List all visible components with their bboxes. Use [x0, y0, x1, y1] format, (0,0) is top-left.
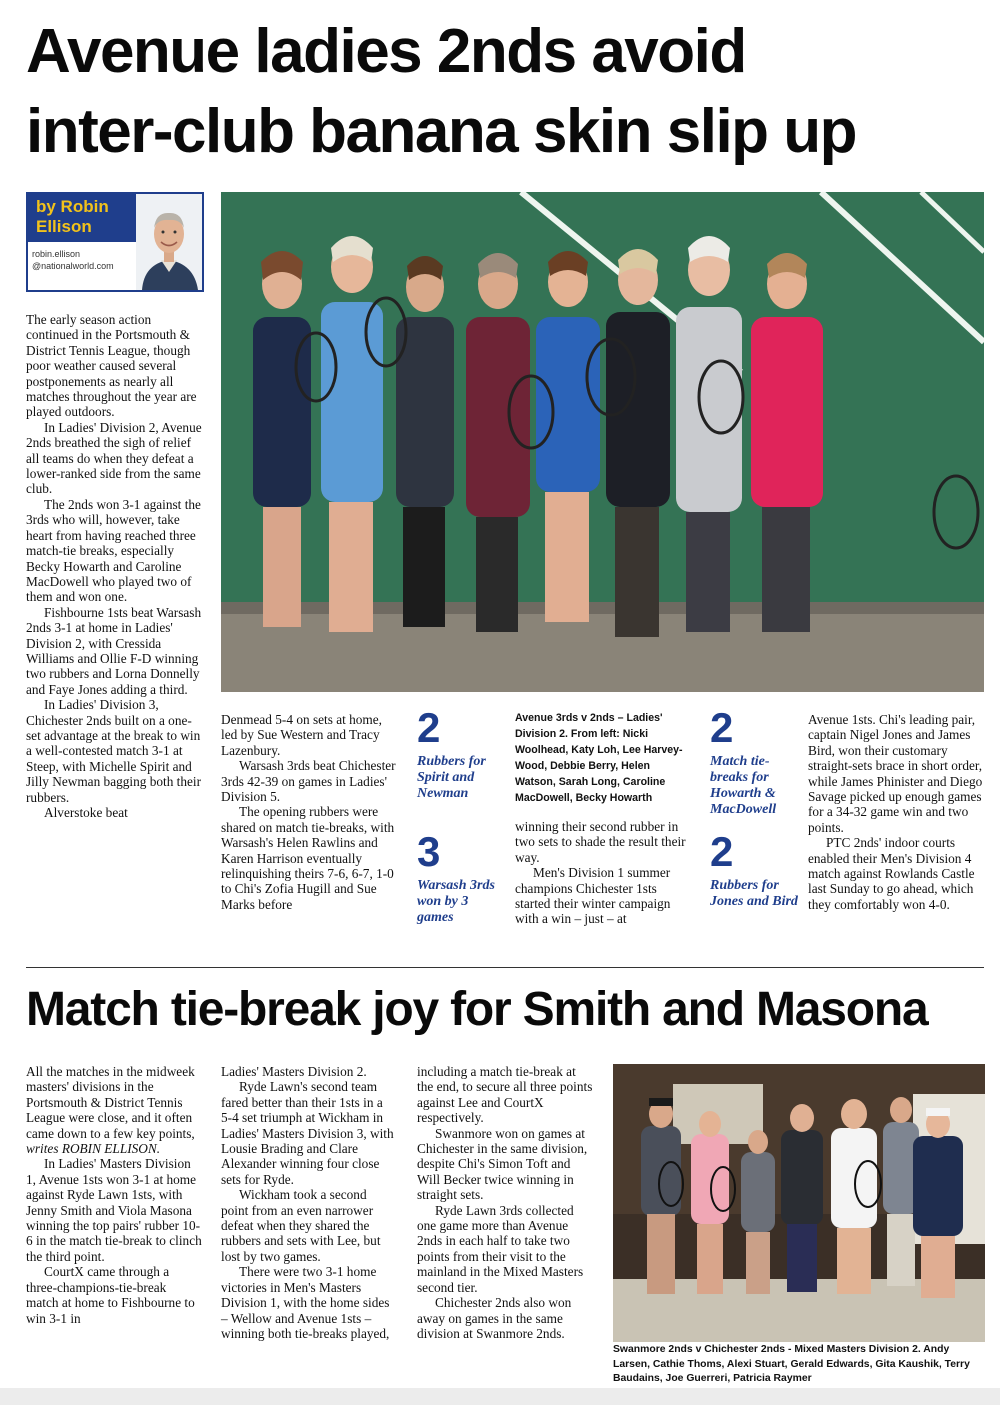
- paragraph: Avenue 1sts. Chi's leading pair, captain Nigel Jones and James Bird, won their customary straight-sets brace in short order, while James Phinister and Diego Savage picked up enough games for a 34-32 game win and two points.: [808, 712, 983, 835]
- stat-block: [710, 706, 800, 818]
- team-photo-swanmore-chichester: [613, 1064, 985, 1342]
- paragraph: Denmead 5-4 on sets at home, led by Sue Western and Tracy Lazenbury.: [221, 712, 382, 758]
- paragraph: In Ladies' Division 3, Chichester 2nds built on a one-set advantage at the break to win a well-contested match 3-1 at Steep, with Michelle Spirit and Jilly Newman bagging both their rubbers.: [26, 697, 202, 805]
- byline-box: [26, 192, 204, 292]
- article2-column-1: [26, 1064, 202, 1326]
- headline-line-1: Avenue ladies 2nds avoid: [26, 17, 746, 86]
- stat-number: 3: [417, 828, 441, 875]
- paragraph: Men's Division 1 summer champions Chichester 1sts started their winter campaign with a win – just – at: [515, 865, 671, 927]
- article1-column-1: [26, 312, 202, 820]
- article2-column-2: [221, 1064, 397, 1341]
- article1-column-4: [515, 819, 693, 927]
- author-headshot-image: [136, 194, 202, 290]
- paragraph: The opening rubbers were shared on match tie-breaks, with Warsash's Helen Rawlins and Karen Harrison eventually relinquishing theirs 7-6, 6-7, 1-0 to Chi's Zofia Hugill and Sue Marks before: [221, 804, 395, 912]
- paragraph: The 2nds won 3-1 against the 3rds who will, however, take heart from having reached three match-tie breaks, especially Becky Howarth and Caroline MacDowell who played two of them and won one.: [26, 496, 201, 605]
- stat-number: 2: [710, 704, 734, 751]
- stat-label: Rubbers for Spirit and Newman: [417, 754, 486, 801]
- paragraph: CourtX came through a three-champions-tie-break match at home to Fishbourne to win 3-1 in: [26, 1264, 195, 1326]
- paragraph: including a match tie-break at the end, to secure all three points against Lee and CourtX respectively.: [417, 1064, 593, 1126]
- page-bottom-strip: [0, 1388, 1000, 1405]
- paragraph: Ryde Lawn 3rds collected one game more than Avenue 2nds in each half to take two points from their visit to the mainland in the Mixed Masters second tier.: [417, 1202, 584, 1295]
- stat-block: [710, 830, 800, 910]
- stat-label: Warsash 3rds won by 3 games: [417, 878, 495, 925]
- paragraph: Ryde Lawn's second team fared better than their 1sts in a 5-4 set triumph at Wickham in Ladies' Masters Division 3, with Lousie Brading and Clare Alexander winning four close sets for Ryde.: [221, 1079, 394, 1187]
- team-photo-avenue-ladies: [221, 192, 984, 692]
- paragraph: Wickham took a second point from an even narrower defeat when they shared the rubbers and sets with Lee, but lost by two games.: [221, 1187, 381, 1264]
- paragraph: In Ladies' Division 2, Avenue 2nds breathed the sigh of relief all teams do when they defeat a lower-ranked side from the same club.: [26, 419, 202, 497]
- paragraph: Ladies' Masters Division 2.: [221, 1064, 367, 1079]
- stat-label: Rubbers for Jones and Bird: [710, 878, 798, 909]
- paragraph: PTC 2nds' indoor courts enabled their Men's Division 4 match against Rowlands Castle last Sunday to go ahead, which they comfortably won 4-0.: [808, 835, 975, 912]
- article1-column-2: [221, 712, 397, 912]
- headline-line-2: inter-club banana skin slip up: [26, 97, 857, 166]
- paragraph: There were two 3-1 home victories in Men's Masters Division 1, with the home sides – Wellow and Avenue 1sts – winning both tie-breaks played,: [221, 1264, 390, 1341]
- paragraph: Swanmore won on games at Chichester in the same division, despite Chi's Simon Toft and Will Becker twice winning in straight sets.: [417, 1125, 588, 1203]
- stat-block: [417, 830, 507, 926]
- stat-label: Match tie-breaks for Howarth & MacDowell: [710, 754, 777, 817]
- writes-credit: writes ROBIN ELLISON.: [26, 1141, 161, 1157]
- headline-article-2: Match tie-break joy for Smith and Masona: [26, 983, 928, 1036]
- paragraph: The early season action continued in the Portsmouth & District Tennis League, though poor weather caused several postponements as nearly all matches throughout the year are played outdoors.: [26, 312, 197, 420]
- paragraph: Warsash 3rds beat Chichester 3rds 42-39 on games in Ladies' Division 5.: [221, 758, 396, 805]
- team-photo-caption: Avenue 3rds v 2nds – Ladies' Division 2. From left: Nicki Woolhead, Katy Loh, Lee Harvey-Wood, Debbie Berry, Helen Watson, Sarah Long, Caroline MacDowell, Becky Howarth: [515, 712, 683, 804]
- intro-text: All the matches in the midweek masters' divisions in the Portsmouth & District Tennis League were close, and it often came down to a few key points,: [26, 1064, 195, 1141]
- stat-number: 2: [710, 828, 734, 875]
- masters-photo-caption: Swanmore 2nds v Chichester 2nds - Mixed Masters Division 2. Andy Larsen, Cathie Thoms, Alexi Stuart, Gerald Edwards, Gita Kaushik, Terry Baudains, Joe Guerreri, Patricia Raymer: [613, 1344, 970, 1384]
- paragraph: In Ladies' Masters Division 1, Avenue 1sts won 3-1 at home against Ryde Lawn 1sts, with Jenny Smith and Viola Masona winning the top pairs' rubber 10-6 in the match tie-break to clinch the third point.: [26, 1156, 202, 1264]
- intro-paragraph: [26, 1064, 202, 1156]
- byline-email[interactable]: [32, 248, 142, 272]
- byline-email-line2: @nationalworld.com: [32, 261, 114, 271]
- article2-column-3: [417, 1064, 595, 1341]
- paragraph: Fishbourne 1sts beat Warsash 2nds 3-1 at home in Ladies' Division 2, with Cressida Williams and Ollie F-D winning two rubbers and Lorna Donnelly and Faye Jones adding a third.: [26, 604, 202, 697]
- stat-block: [417, 706, 507, 802]
- article1-column-6: [808, 712, 984, 912]
- section-divider: [26, 967, 984, 968]
- paragraph: winning their second rubber in two sets to shade the result their way.: [515, 819, 686, 865]
- stat-number: 2: [417, 704, 441, 751]
- byline-email-line1: robin.ellison: [32, 249, 81, 259]
- paragraph: Chichester 2nds also won away on games in the same division at Swanmore 2nds.: [417, 1295, 572, 1341]
- paragraph: Alverstoke beat: [44, 805, 128, 820]
- byline-name: by Robin Ellison: [36, 197, 109, 236]
